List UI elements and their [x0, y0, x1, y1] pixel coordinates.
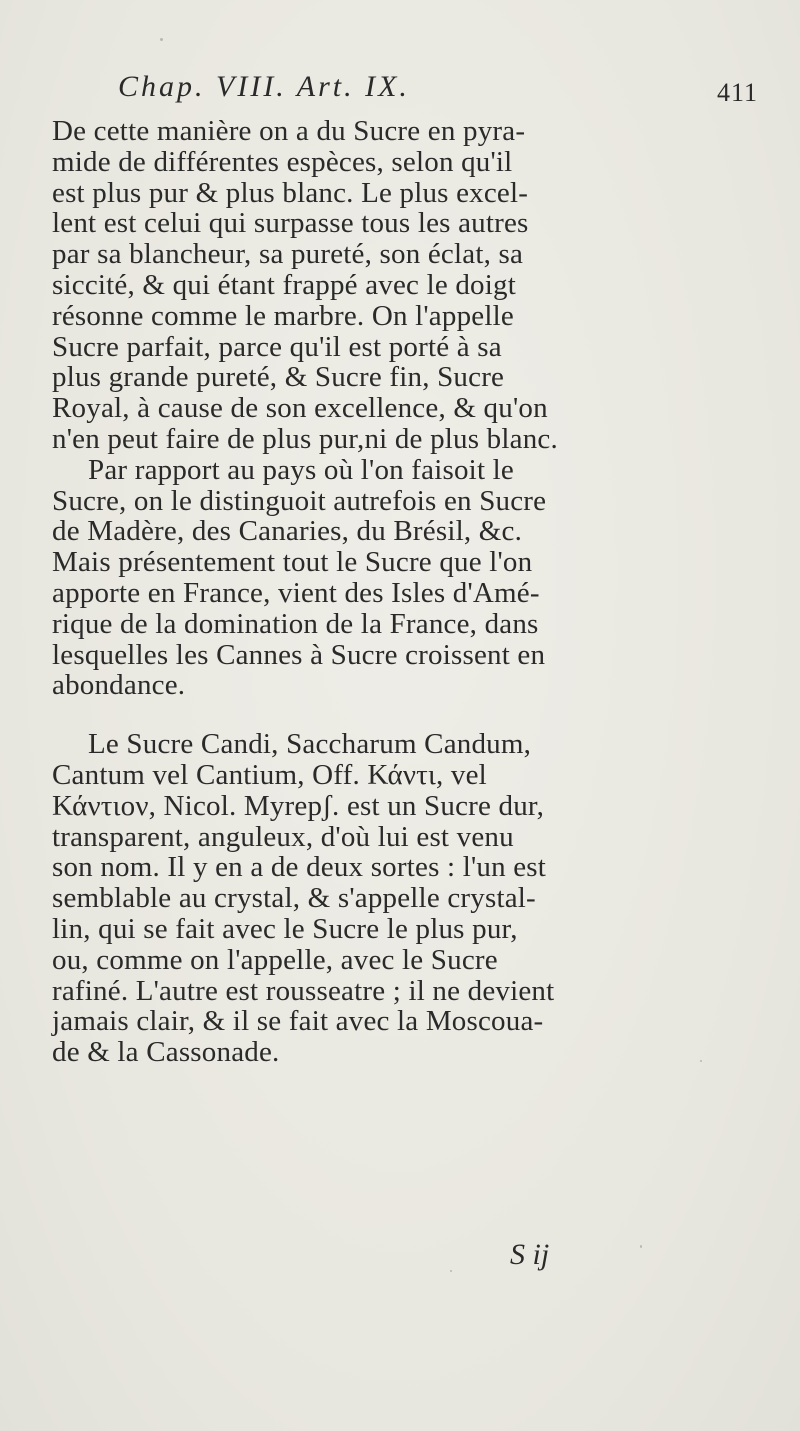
text-line: lin, qui se fait avec le Sucre le plus pur, [52, 912, 518, 945]
text-line: par sa blancheur, sa pureté, son éclat, sa [52, 238, 524, 271]
text-line: mide de différentes espèces, selon qu'il [52, 145, 513, 178]
body-text [52, 116, 760, 1068]
page-number: 411 [716, 78, 758, 107]
text-line: Le Sucre Candi, Saccharum Candum, [88, 728, 532, 761]
paragraph-sucre-candi [52, 729, 760, 1068]
text-line: Royal, à cause de son excellence, & qu'on [52, 392, 548, 425]
text-line: rafiné. L'autre est rousseatre ; il ne devient [52, 974, 555, 1007]
signature-mark: S ij [510, 1238, 550, 1271]
text-line: n'en peut faire de plus pur,ni de plus blanc. [52, 422, 558, 455]
running-title: Chap. VIII. Art. IX. [118, 70, 410, 103]
text-line: résonne comme le marbre. On l'appelle [52, 299, 514, 332]
text-line: de & la Cassonade. [52, 1036, 280, 1069]
text-line: abondance. [52, 669, 186, 702]
text-line: siccité, & qui étant frappé avec le doigt [52, 268, 516, 301]
text-line: son nom. Il y en a de deux sortes : l'un est [52, 851, 547, 884]
text-line: lesquelles les Cannes à Sucre croissent en [52, 638, 546, 671]
text-line: apporte en France, vient des Isles d'Amé- [52, 576, 540, 609]
text-line: plus grande pureté, & Sucre fin, Sucre [52, 361, 505, 394]
text-line: jamais clair, & il se fait avec la Moscoua- [52, 1005, 544, 1038]
text-line: Mais présentement tout le Sucre que l'on [52, 546, 533, 579]
page-header [118, 70, 758, 110]
text-line: est plus pur & plus blanc. Le plus excel- [52, 176, 529, 209]
text-line: De cette manière on a du Sucre en pyra- [52, 115, 526, 147]
text-line: Sucre, on le distinguoit autrefois en Sucre [52, 484, 547, 517]
text-line: Κάντιον, Nicol. Myrepʃ. est un Sucre dur, [52, 789, 545, 822]
text-line: rique de la domination de la France, dans [52, 607, 539, 640]
text-line: transparent, anguleux, d'où lui est venu [52, 820, 514, 853]
text-line: de Madère, des Canaries, du Brésil, &c. [52, 515, 523, 548]
text-line: lent est celui qui surpasse tous les autres [52, 207, 529, 240]
paragraph-pyramid-sugar [52, 116, 760, 701]
text-line: Par rapport au pays où l'on faisoit le [88, 453, 514, 486]
text-line: semblable au crystal, & s'appelle crystal- [52, 882, 536, 915]
text-line: Cantum vel Cantium, Off. Κάντι, vel [52, 758, 487, 791]
text-line: ou, comme on l'appelle, avec le Sucre [52, 943, 498, 976]
text-line: Sucre parfait, parce qu'il est porté à sa [52, 330, 502, 363]
